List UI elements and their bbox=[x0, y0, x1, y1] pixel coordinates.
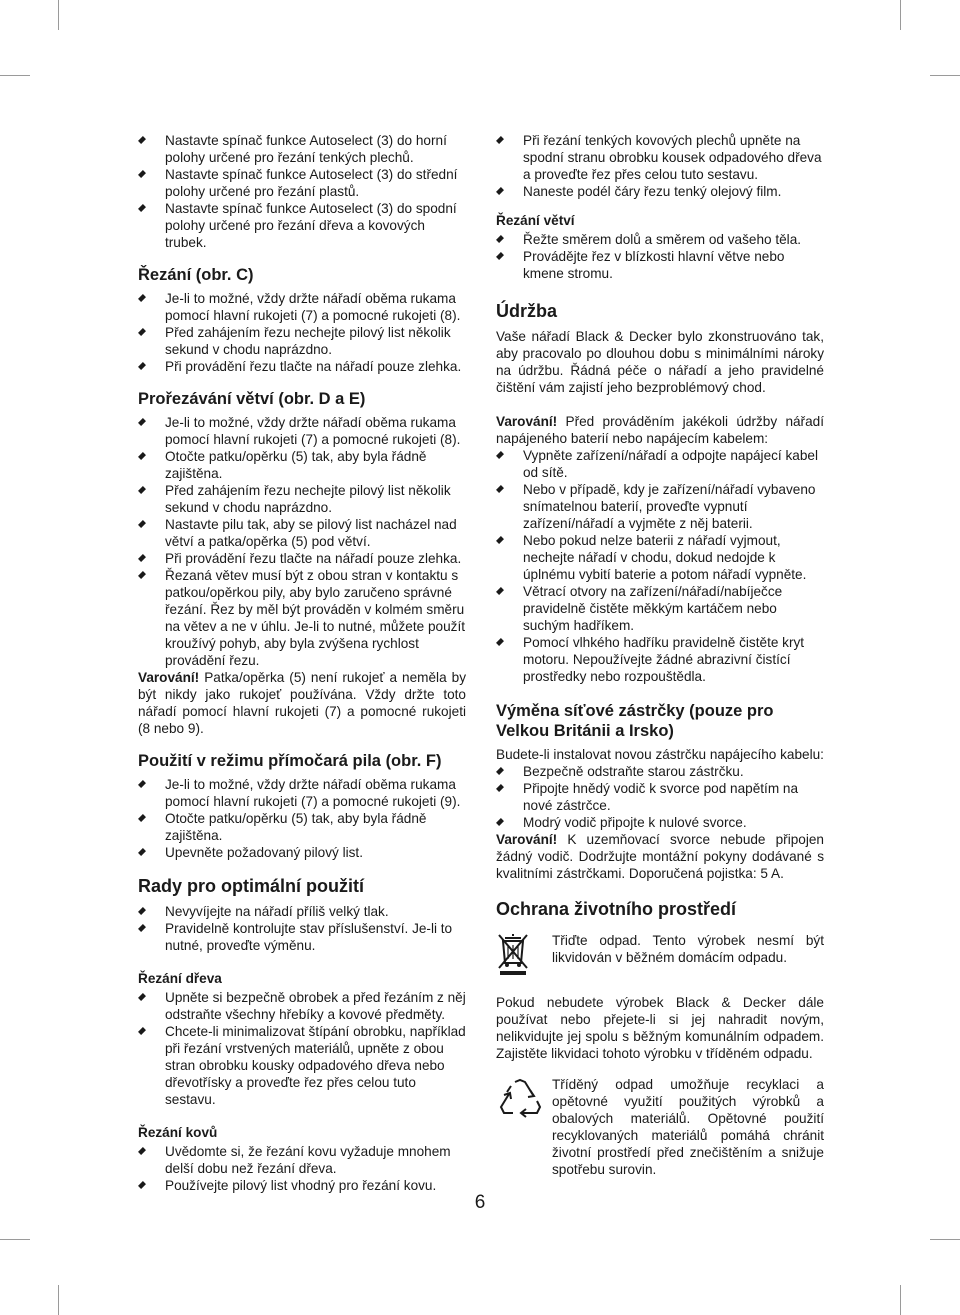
list-item bbox=[496, 814, 824, 831]
list-item bbox=[138, 844, 466, 861]
list-item bbox=[138, 989, 466, 1023]
list-item-text: Bezpečně odstraňte starou zástrčku. bbox=[523, 764, 744, 779]
bullet-diamond-icon bbox=[138, 328, 146, 336]
section-heading-zastrcka: Výměna síťové zástrčky (pouze pro Velkou Británii a Irsko) bbox=[496, 702, 774, 740]
weee-notice bbox=[496, 932, 824, 980]
list-item bbox=[496, 132, 824, 183]
list-item-text: Nastavte spínač funkce Autoselect (3) do spodní polohy určené pro řezání dřeva a kovových trubek. bbox=[165, 201, 457, 250]
bullet-diamond-icon bbox=[496, 767, 504, 775]
primocara-list bbox=[138, 776, 466, 861]
bullet-diamond-icon bbox=[496, 136, 504, 144]
list-item bbox=[138, 550, 466, 567]
list-item-text: Při provádění řezu tlačte na nářadí pouze zlehka. bbox=[165, 359, 462, 374]
autoselect-list bbox=[138, 132, 466, 251]
bullet-diamond-icon bbox=[496, 784, 504, 792]
list-item-text: Nastavte spínač funkce Autoselect (3) do horní polohy určené pro řezání tenkých plechů. bbox=[165, 133, 447, 165]
list-item bbox=[138, 810, 466, 844]
subheading-vetvi: Řezání větví bbox=[496, 213, 575, 228]
bullet-diamond-icon bbox=[138, 452, 146, 460]
bullet-diamond-icon bbox=[496, 485, 504, 493]
left-column bbox=[138, 132, 466, 1194]
recycle-text: Tříděný odpad umožňuje recyklaci a opětovné využití použitých výrobků a obalových materiálů. Opětovné použití recyklovaných materiálů pomáhá chránit životní prostředí před znečištěním a snižuje spotřebu surovin. bbox=[552, 1077, 824, 1177]
list-item bbox=[138, 1143, 466, 1177]
section-heading-udrzba: Údržba bbox=[496, 301, 558, 321]
list-item-text: Nastavte pilu tak, aby se pilový list nacházel nad větví a patka/opěrka (5) pod větví. bbox=[165, 517, 457, 549]
plechy-list bbox=[496, 132, 824, 200]
section-heading-rady: Rady pro optimální použití bbox=[138, 876, 364, 896]
crop-mark bbox=[58, 1285, 59, 1315]
list-item-text: Používejte pilový list vhodný pro řezání kovu. bbox=[165, 1178, 437, 1193]
bullet-diamond-icon bbox=[138, 1147, 146, 1155]
list-item-text: Pravidelně kontrolujte stav příslušenství. Je-li to nutné, proveďte výměnu. bbox=[165, 921, 453, 953]
crop-mark bbox=[930, 75, 960, 76]
bullet-diamond-icon bbox=[138, 418, 146, 426]
bullet-diamond-icon bbox=[138, 993, 146, 1001]
list-item-text: Nastavte spínač funkce Autoselect (3) do střední polohy určené pro řezání plastů. bbox=[165, 167, 458, 199]
recycling-icon bbox=[496, 1076, 552, 1124]
udrzba-list bbox=[496, 447, 824, 685]
bullet-diamond-icon bbox=[496, 818, 504, 826]
bullet-diamond-icon bbox=[496, 235, 504, 243]
bullet-diamond-icon bbox=[138, 486, 146, 494]
list-item-text: Před zahájením řezu nechejte pilový list několik sekund v chodu naprázdno. bbox=[165, 483, 451, 515]
list-item bbox=[138, 358, 466, 375]
list-item-text: Je-li to možné, vždy držte nářadí oběma rukama pomocí hlavní rukojeti (7) a pomocné rukojeti (8). bbox=[165, 291, 461, 323]
list-item bbox=[496, 447, 824, 481]
bullet-diamond-icon bbox=[496, 587, 504, 595]
section-heading-prorezavani: Prořezávání větví (obr. D a E) bbox=[138, 390, 366, 408]
list-item-text: Připojte hnědý vodič k svorce pod napětím na nové zástrčce. bbox=[523, 781, 799, 813]
list-item bbox=[138, 324, 466, 358]
kovu-list bbox=[138, 1143, 466, 1194]
list-item-text: Chcete-li minimalizovat štípání obrobku, například při řezání vrstvených materiálů, upněte z obou stran obrobku kousky odpadového dřeva nebo dřevotřísky a proveďte řez přes celou tuto sestavu. bbox=[165, 1024, 466, 1107]
bullet-diamond-icon bbox=[138, 907, 146, 915]
list-item bbox=[138, 903, 466, 920]
prorezavani-list bbox=[138, 414, 466, 669]
weee-text: Třiďte odpad. Tento výrobek nesmí být likvidován v běžném domácím odpadu. bbox=[552, 933, 824, 965]
bullet-diamond-icon bbox=[138, 520, 146, 528]
bullet-diamond-icon bbox=[138, 554, 146, 562]
list-item bbox=[138, 132, 466, 166]
list-item bbox=[138, 776, 466, 810]
ochrana-paragraph: Pokud nebudete výrobek Black & Decker dále používat nebo přejete-li si jej nahradit novým, nelikvidujte jej spolu s běžným komunálním odpadem. Zajistěte likvidaci tohoto výrobku v tříděném odpadu. bbox=[496, 995, 824, 1061]
list-item-text: Nebo v případě, kdy je zařízení/nářadí vybaveno snímatelnou baterií, proveďte vypnutí zařízení/nářadí a vyjměte z něj baterii. bbox=[523, 482, 816, 531]
dreva-list bbox=[138, 989, 466, 1108]
bullet-diamond-icon bbox=[496, 536, 504, 544]
bullet-diamond-icon bbox=[496, 252, 504, 260]
list-item bbox=[496, 481, 824, 532]
list-item bbox=[138, 200, 466, 251]
list-item-text: Pomocí vlhkého hadříku pravidelně čistěte kryt motoru. Nepoužívejte žádné abrazivní čistící prostředky nebo rozpouštědla. bbox=[523, 635, 805, 684]
list-item-text: Naneste podél čáry řezu tenký olejový film. bbox=[523, 184, 782, 199]
bullet-diamond-icon bbox=[138, 170, 146, 178]
warning-text: K uzemňovací svorce nebude připojen žádný vodič. Dodržujte montážní pokyny dodávané s kvalitními zástrčkami. Doporučená pojistka: 5 A. bbox=[496, 832, 824, 881]
list-item bbox=[138, 1023, 466, 1108]
list-item bbox=[138, 414, 466, 448]
warning-paragraph bbox=[496, 413, 824, 447]
list-item-text: Upněte si bezpečně obrobek a před řezáním z něj odstraňte všechny hřebíky a kovové předměty. bbox=[165, 990, 466, 1022]
crop-mark bbox=[930, 1239, 960, 1240]
udrzba-paragraph: Vaše nářadí Black & Decker bylo zkonstruováno tak, aby pracovalo po dlouhou dobu s minimálními nároky na údržbu. Řádná péče o nářadí a jeho pravidelné čištění vám zajistí jeho bezproblémový chod. bbox=[496, 329, 824, 395]
section-heading-rezani: Řezání (obr. C) bbox=[138, 266, 254, 284]
right-column bbox=[496, 132, 824, 1192]
crop-mark bbox=[900, 0, 901, 30]
crop-mark bbox=[0, 1239, 30, 1240]
bullet-diamond-icon bbox=[138, 362, 146, 370]
warning-label: Varování! bbox=[496, 832, 558, 847]
list-item bbox=[496, 763, 824, 780]
list-item bbox=[138, 567, 466, 669]
list-item bbox=[138, 482, 466, 516]
crop-mark bbox=[0, 75, 30, 76]
bullet-diamond-icon bbox=[138, 571, 146, 579]
section-heading-primocara: Použití v režimu přímočará pila (obr. F) bbox=[138, 752, 442, 770]
list-item-text: Řežte směrem dolů a směrem od vašeho těla. bbox=[523, 232, 802, 247]
list-item bbox=[496, 231, 824, 248]
list-item-text: Modrý vodič připojte k nulové svorce. bbox=[523, 815, 747, 830]
list-item-text: Upevněte požadovaný pilový list. bbox=[165, 845, 363, 860]
list-item bbox=[138, 166, 466, 200]
list-item-text: Nebo pokud nelze baterii z nářadí vyjmout, nechejte nářadí v chodu, dokud nedojde k úplnému vybití baterie a potom nářadí vypněte. bbox=[523, 533, 807, 582]
bullet-diamond-icon bbox=[138, 294, 146, 302]
list-item bbox=[496, 248, 824, 282]
list-item bbox=[138, 290, 466, 324]
list-item bbox=[138, 448, 466, 482]
list-item bbox=[496, 780, 824, 814]
list-item-text: Při řezání tenkých kovových plechů upněte na spodní stranu obrobku kousek odpadového dřeva a proveďte řez přes celou tuto sestavu. bbox=[523, 133, 822, 182]
list-item-text: Před zahájením řezu nechejte pilový list několik sekund v chodu naprázdno. bbox=[165, 325, 451, 357]
vetvi-list bbox=[496, 231, 824, 282]
bullet-diamond-icon bbox=[138, 814, 146, 822]
bullet-diamond-icon bbox=[138, 1181, 146, 1189]
rezani-list bbox=[138, 290, 466, 375]
crop-mark bbox=[58, 0, 59, 30]
list-item-text: Větrací otvory na zařízení/nářadí/nabíječce pravidelně čistěte měkkým kartáčem nebo suchým hadříkem. bbox=[523, 584, 783, 633]
list-item bbox=[138, 920, 466, 954]
list-item-text: Vypněte zařízení/nářadí a odpojte napájecí kabel od sítě. bbox=[523, 448, 818, 480]
zastrcka-list bbox=[496, 763, 824, 831]
list-item bbox=[496, 183, 824, 200]
list-item-text: Je-li to možné, vždy držte nářadí oběma rukama pomocí hlavní rukojeti (7) a pomocné rukojeti (8). bbox=[165, 415, 461, 447]
list-item-text: Otočte patku/opěrku (5) tak, aby byla řádně zajištěna. bbox=[165, 449, 427, 481]
subheading-kovu: Řezání kovů bbox=[138, 1125, 218, 1140]
list-item-text: Otočte patku/opěrku (5) tak, aby byla řádně zajištěna. bbox=[165, 811, 427, 843]
zastrcka-intro: Budete-li instalovat novou zástrčku napájecího kabelu: bbox=[496, 747, 824, 762]
warning-label: Varování! bbox=[138, 670, 200, 685]
bullet-diamond-icon bbox=[496, 187, 504, 195]
list-item bbox=[138, 516, 466, 550]
bullet-diamond-icon bbox=[138, 204, 146, 212]
crossed-out-wheeled-bin-icon bbox=[496, 932, 552, 980]
list-item-text: Nevyvíjejte na nářadí příliš velký tlak. bbox=[165, 904, 389, 919]
warning-text: Patka/opěrka (5) není rukojeť a neměla by být nikdy jako rukojeť používána. Vždy držte toto nářadí pomocí hlavní rukojeti (7) a pomocné rukojeti (8 nebo 9). bbox=[138, 670, 466, 736]
list-item-text: Řezaná větev musí být z obou stran v kontaktu s patkou/opěrkou pily, aby bylo zaručeno správné řezání. Řez by měl být prováděn v kolmém směru na větev a ne v úhlu. Je-li to nutné, můžete použít kroužívý pohyb, aby byla zvýšena rychlost provádění řezu. bbox=[165, 568, 465, 668]
list-item bbox=[496, 532, 824, 583]
list-item bbox=[496, 634, 824, 685]
bullet-diamond-icon bbox=[138, 136, 146, 144]
recycle-notice bbox=[496, 1076, 824, 1178]
warning-label: Varování! bbox=[496, 414, 558, 429]
list-item-text: Při provádění řezu tlačte na nářadí pouze zlehka. bbox=[165, 551, 462, 566]
list-item-text: Je-li to možné, vždy držte nářadí oběma rukama pomocí hlavní rukojeti (7) a pomocné rukojeti (9). bbox=[165, 777, 461, 809]
subheading-dreva: Řezání dřeva bbox=[138, 971, 222, 986]
warning-paragraph bbox=[138, 669, 466, 737]
bullet-diamond-icon bbox=[138, 780, 146, 788]
list-item-text: Provádějte řez v blízkosti hlavní větve nebo kmene stromu. bbox=[523, 249, 785, 281]
list-item bbox=[496, 583, 824, 634]
bullet-diamond-icon bbox=[138, 1027, 146, 1035]
list-item-text: Uvědomte si, že řezání kovu vyžaduje mnohem delší dobu než řezání dřeva. bbox=[165, 1144, 451, 1176]
crop-mark bbox=[900, 1285, 901, 1315]
rady-list bbox=[138, 903, 466, 954]
bullet-diamond-icon bbox=[138, 848, 146, 856]
bullet-diamond-icon bbox=[496, 451, 504, 459]
section-heading-ochrana: Ochrana životního prostředí bbox=[496, 899, 737, 919]
warning-text: Před prováděním jakékoli údržby nářadí napájeného baterií nebo napájecím kabelem: bbox=[496, 414, 824, 446]
bullet-diamond-icon bbox=[496, 638, 504, 646]
bullet-diamond-icon bbox=[138, 924, 146, 932]
page-number: 6 bbox=[474, 1192, 486, 1213]
warning-paragraph bbox=[496, 831, 824, 882]
